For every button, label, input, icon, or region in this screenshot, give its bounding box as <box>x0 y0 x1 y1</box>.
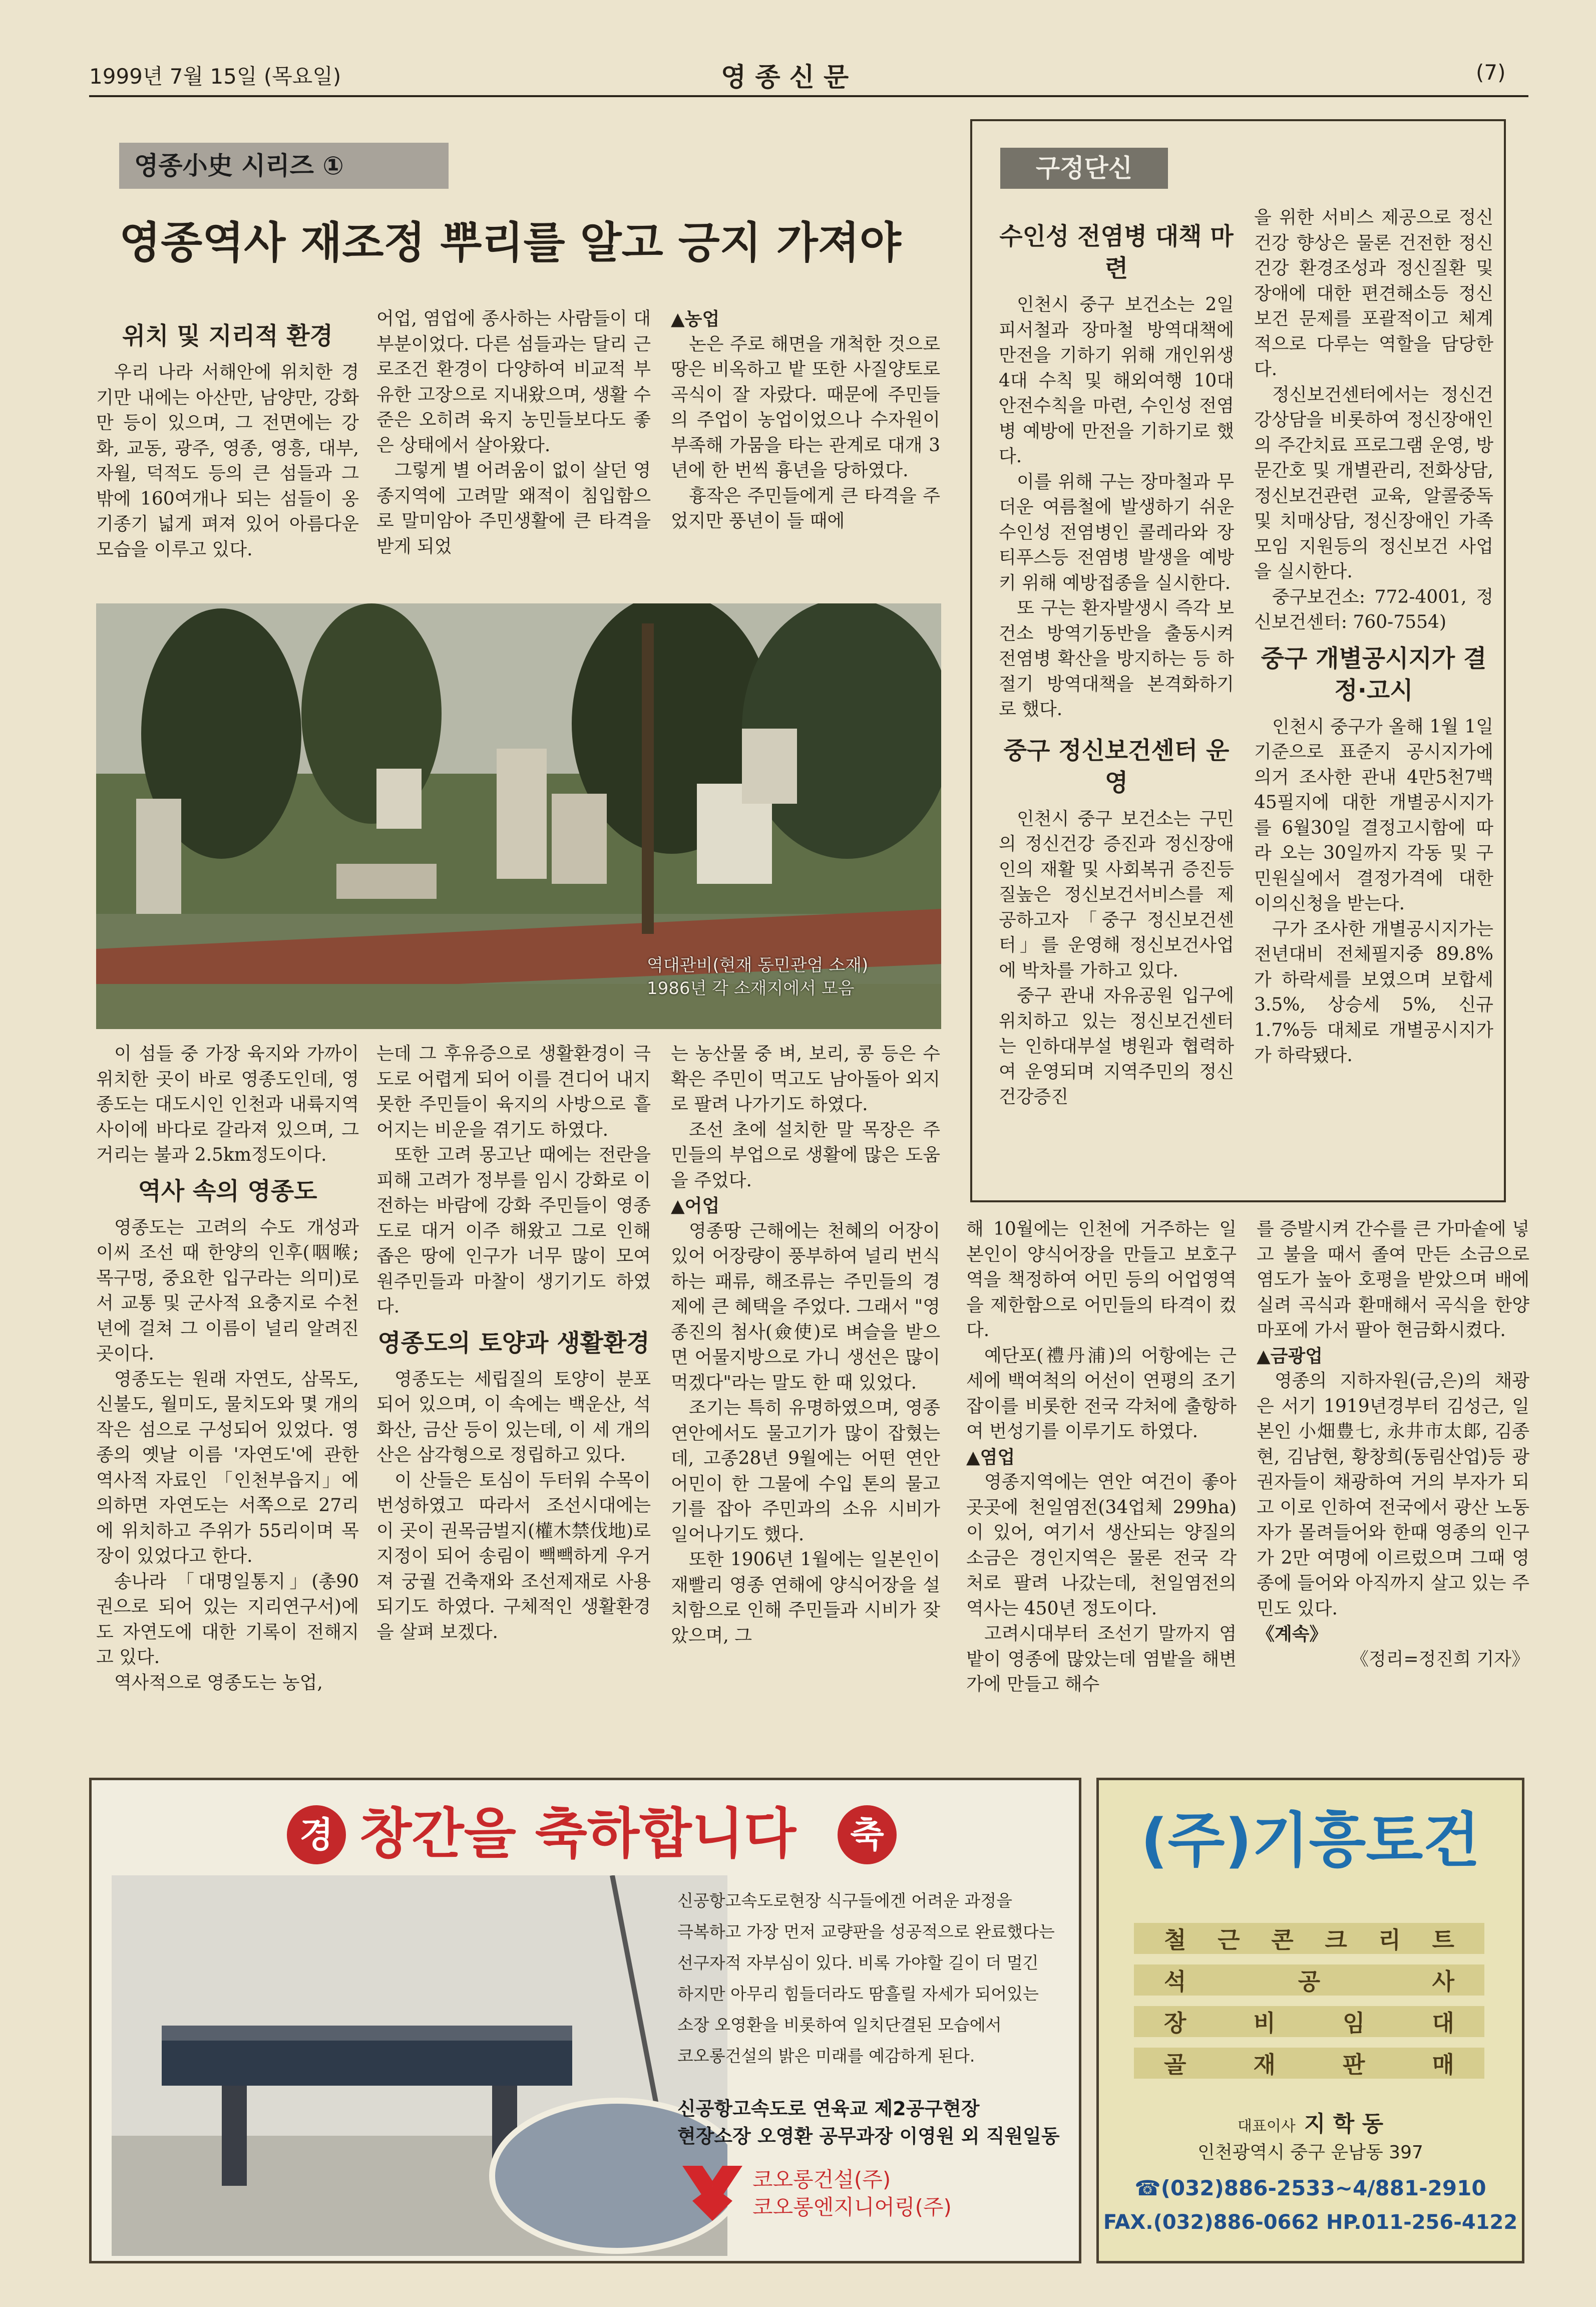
company-phone: ☎(032)886-2533~4/881-2910 <box>1134 2176 1486 2200</box>
badge-left: 경 <box>287 1805 346 1864</box>
service-char: 매 <box>1432 2051 1454 2078</box>
paragraph: 인천시 중구가 올해 1월 1일 기준으로 표준지 공시지가에 의거 조사한 관내 4만5천7백45필지에 대한 개별공시지가를 6월30일 결정고시함에 따라 오는 30일까지 각동 및 구민원실에서 결정가격에 대한 이의신청을 받는다. <box>1254 716 1493 914</box>
service-char: 크 <box>1325 1926 1347 1953</box>
badge-right: 축 <box>838 1805 897 1864</box>
paragraph: 해 10월에는 인천에 거주하는 일본인이 양식어장을 만들고 보호구역을 책정하여 어민 등의 어업영역을 제한함으로 어민들의 타격이 컸다. <box>966 1219 1237 1341</box>
paragraph: 조선 초에 설치한 말 목장은 주민들의 부업으로 생활에 많은 도움을 주었다. <box>671 1119 940 1191</box>
byline: 《정리=정진희 기자》 <box>1350 1649 1529 1670</box>
ad-line: 소장 오영환을 비롯하여 일치단결된 모습에서 <box>677 2015 1002 2035</box>
paragraph: 구가 조사한 개별공시지가는 전년대비 전체필지중 89.8%가 하락세를 보였으며 보합세 3.5%, 상승세 5%, 신규 1.7%등 대체로 개별공시지가가 하락됐다. <box>1254 918 1493 1066</box>
section-title-history: 역사 속의 영종도 <box>138 1177 317 1205</box>
news-title-mental-health: 중구 정신보건센터 운영 <box>1003 736 1230 797</box>
company-fax: FAX.(032)886-0662 HP.011-256-4122 <box>1103 2211 1518 2234</box>
photo-caption-line: 역대관비(현재 동민관엄 소재) <box>647 955 869 975</box>
news-title-epidemic: 수인성 전염병 대책 마련 <box>999 222 1234 282</box>
service-char: 트 <box>1432 1926 1454 1953</box>
kolon-logo-icon <box>682 2166 742 2221</box>
history-col5 <box>1257 1217 1529 1672</box>
header-rule <box>89 95 1528 97</box>
paragraph: 고려시대부터 조선기 말까지 염밭이 영종에 많았는데 염밭을 해변가에 만들고 해수 <box>966 1623 1237 1695</box>
ceo-line <box>1099 2106 1522 2138</box>
series-label: 영종小史 시리즈 ① <box>119 143 449 189</box>
service-char: 철 <box>1164 1926 1186 1953</box>
service-char: 비 <box>1253 2010 1276 2037</box>
paragraph: 를 증발시켜 간수를 큰 가마솥에 넣고 불을 때서 졸여 만든 소금으로 염도가 높아 호평을 받았으며 배에 실려 곡식과 환매해서 곡식을 한양 마포에 가서 팔아 현금화시켰다. <box>1257 1219 1529 1341</box>
subhead-salt: ▲염업 <box>966 1446 1015 1468</box>
gujeong-banner: 구정단신 <box>1000 148 1168 189</box>
section-title-location: 위치 및 지리적 환경 <box>122 322 333 350</box>
service-char: 사 <box>1432 1968 1454 1995</box>
paragraph: 는 농산물 중 벼, 보리, 콩 등은 수확은 주민이 먹고도 남아돌아 외지로 팔려 나가기도 하였다. <box>671 1044 940 1115</box>
paragraph: 그렇게 별 어려움이 없이 살던 영종지역에 고려말 왜적이 침입함으로 말미암아 주민생활에 큰 타격을 받게 되었 <box>376 460 651 557</box>
giheung-title: (주)기흥토건 <box>1140 1806 1480 1875</box>
news-title-land-price: 중구 개별공시지가 결정·고시 <box>1261 644 1487 705</box>
ceo-name: 지 학 동 <box>1304 2111 1384 2137</box>
service-char: 리 <box>1378 1926 1401 1953</box>
bridge-construction-illustration <box>112 1875 727 2256</box>
service-row-concrete <box>1134 1923 1484 1954</box>
paragraph: 는데 그 후유증으로 생활환경이 극도로 어렵게 되어 이를 견디어 내지 못한 주민들이 육지의 사방으로 흩어지는 비운을 겪기도 하였다. <box>376 1044 651 1140</box>
paragraph: 을 위한 서비스 제공으로 정신건강 향상은 물론 건전한 정신건강 환경조성과 정신질환 및 장애에 대한 편견해소등 정신보건 문제를 포괄적이고 체계적으로 다루는 역할을 담당한다. <box>1254 207 1493 380</box>
paragraph: 우리 나라 서해안에 위치한 경기만 내에는 아산만, 남양만, 강화만 등이 있으며, 그 전면에는 강화, 교동, 광주, 영종, 영흥, 대부, 자월, 덕적도 등의 큰 섬들과 그 밖에 160여개나 되는 섬들이 옹기종기 넓게 펴져 있어 아름다운 모습을 이루고 있다. <box>96 362 359 560</box>
paragraph: 어업, 염업에 종사하는 사람들이 대부분이었다. 다른 섬들과는 달리 근로조건 환경이 다양하여 비교적 부유한 고장으로 지내왔으며, 생활 수준은 오히려 육지 농민들보다도 좋은 상태에서 살아왔다. <box>376 308 651 456</box>
service-char: 골 <box>1164 2051 1186 2078</box>
staff-line: 현장소장 오영환 공무과장 이영원 외 직원일동 <box>677 2125 1060 2147</box>
site-name: 신공항고속도로 연육교 제2공구현장 <box>677 2098 980 2120</box>
photo-caption-line: 1986년 각 소재지에서 모음 <box>647 978 855 999</box>
service-char: 임 <box>1343 2010 1365 2037</box>
congrats-ad <box>89 1778 1081 2263</box>
paragraph: 중구 관내 자유공원 입구에 위치하고 있는 정신보건센터는 인하대부설 병원과 협력하여 운영되며 지역주민의 정신건강증진 <box>999 985 1234 1107</box>
service-char: 콘 <box>1271 1926 1294 1953</box>
gujeong-col2 <box>1254 205 1493 1069</box>
service-row-aggregate <box>1134 2048 1484 2079</box>
paragraph: 송나라 「대명일통지」(총90권으로 되어 있는 지리연구서)에도 자연도에 대한 기록이 전해지고 있다. <box>96 1571 359 1668</box>
subhead-mining: ▲금광업 <box>1257 1345 1323 1367</box>
section-title-soil: 영종도의 토양과 생활환경 <box>377 1329 650 1357</box>
history-col2-bottom <box>376 1042 651 1645</box>
giheung-ad <box>1096 1778 1524 2263</box>
service-char: 근 <box>1218 1926 1240 1953</box>
paragraph: 이 산들은 토심이 두터워 수목이 번성하였고 따라서 조선시대에는 이 곳이 권목금벌지(權木禁伐地)로 지정이 되어 송림이 빽빽하게 우거져 궁궐 건축재와 조선제재로 사용되기도 하였다. 구체적인 생활환경을 살펴 보겠다. <box>376 1470 651 1642</box>
history-col1-bottom <box>96 1042 359 1696</box>
photo-monuments <box>96 603 941 1029</box>
paragraph: 논은 주로 해면을 개척한 것으로 땅은 비옥하고 밭 또한 사질양토로 곡식이 잘 자랐다. 때문에 주민들의 주업이 농업이었으나 수자원이 부족해 가뭄을 타는 관계로 대개 3년에 한 번씩 흉년을 당하였다. <box>671 334 940 481</box>
ad-line: 선구자적 자부심이 있다. 비록 가야할 길이 더 멀긴 <box>677 1953 1039 1972</box>
ad-line: 극복하고 가장 먼저 교량판을 성공적으로 완료했다는 <box>677 1922 1055 1941</box>
ceo-label: 대표이사 <box>1237 2118 1296 2135</box>
paragraph: 또 구는 환자발생시 즉각 보건소 방역기동반을 출동시켜 전염병 확산을 방지하는 등 하절기 방역대책을 본격화하기로 했다. <box>999 598 1234 720</box>
paragraph: 인천시 중구 보건소는 2일 피서철과 장마철 방역대책에 만전을 기하기 위해 개인위생 4대 수칙 및 해외여행 10대 안전수칙을 마련, 수인성 전염병 예방에 만전을 기하기로 했다. <box>999 294 1234 467</box>
issue-date: 1999년 7월 15일 (목요일) <box>89 64 341 89</box>
photo-caption <box>647 954 868 1000</box>
ad-line: 하지만 아무리 힘들더라도 땀흘릴 자세가 되어있는 <box>677 1984 1039 2004</box>
service-char: 석 <box>1164 1968 1186 1995</box>
history-col2-top <box>376 306 651 559</box>
service-char: 공 <box>1298 1968 1321 1995</box>
paragraph: 영종의 지하자원(금,은)의 채광은 서기 1919년경부터 김성근, 일본인 小畑豊七, 永井市太郞, 김종현, 김남현, 황창희(동림산업)등 광권자들이 채광하여 거의 부자가 되고 이로 인하여 전국에서 광산 노동자가 몰려들어와 한때 영종의 인구가 2만 여명에 이르렀으며 그때 영종에 들어와 아직까지 살고 있는 주민도 있다. <box>1257 1371 1529 1619</box>
history-col4 <box>966 1217 1237 1698</box>
service-char: 판 <box>1343 2051 1365 2078</box>
company-name-1: 코오롱건설(주) <box>752 2167 891 2192</box>
paragraph: 조기는 특히 유명하였으며, 영종 연안에서도 물고기가 많이 잡혔는데, 고종28년 9월에는 어떤 연안 어민이 한 그물에 수입 톤의 물고기를 잡아 주민과의 소유 시비가 일어나기도 했다. <box>671 1398 940 1545</box>
paragraph: 영종지역에는 연안 여건이 좋아 곳곳에 천일염전(34업체 299ha)이 있어, 여기서 생산되는 양질의 소금은 경인지역은 물론 전국 각 처로 팔려 나갔는데, 천일염전의 역사는 450년 정도이다. <box>966 1472 1237 1619</box>
paragraph: 정신보건센터에서는 정신건강상담을 비롯하여 정신장애인의 주간치료 프로그램 운영, 방문간호 및 개별관리, 전화상담, 정신보건관련 교육, 알콜중독 및 치매상담, 정신장애인 가족모임 지원등의 정신보건 사업을 실시한다. <box>1254 384 1493 582</box>
subhead-fishery: ▲어업 <box>671 1195 720 1216</box>
paragraph: 영종도는 원래 자연도, 삼목도, 신불도, 월미도, 물치도와 몇 개의 작은 섬으로 구성되어 있었다. 영종의 옛날 이름 '자연도'에 관한 역사적 자료인 「인천부읍지」에 의하면 자연도는 서쪽으로 27리에 위치하고 주위가 55리이며 목장이 있었다고 한다. <box>96 1369 359 1566</box>
company-address: 인천광역시 중구 운남동 397 <box>1198 2142 1423 2163</box>
paragraph: 예단포(禮丹浦)의 어항에는 근세에 백여척의 어선이 연평의 조기잡이를 비롯한 전국 각처에 출항하여 번성기를 이루기도 하였다. <box>966 1345 1237 1442</box>
continued-mark: 《계속》 <box>1257 1623 1328 1644</box>
paragraph: 영종땅 근해에는 천혜의 어장이 있어 어장량이 풍부하여 널리 번식하는 패류, 해조류는 주민들의 경제에 큰 혜택을 주었다. 그래서 "영종진의 첨사(僉使)로 벼슬을 받으면 어물지방으로 가니 생선은 많이 먹겠다"라는 말도 한 때 있었다. <box>671 1220 940 1393</box>
service-char: 대 <box>1432 2010 1454 2037</box>
history-col1-top <box>96 313 359 562</box>
history-col3-bottom <box>671 1042 940 1649</box>
paragraph: 이를 위해 구는 장마철과 무더운 여름철에 발생하기 쉬운 수인성 전염병인 콜레라와 장티푸스등 전염병 발생을 예방키 위해 예방접종을 실시한다. <box>999 471 1234 593</box>
paragraph: 또한 1906년 1월에는 일본인이 재빨리 영종 연해에 양식어장을 설치함으로 인해 주민들과 시비가 잦았으며, 그 <box>671 1549 940 1646</box>
page-number: (7) <box>1476 60 1506 85</box>
congrats-title: 창간을 축하합니다 <box>359 1803 796 1865</box>
paragraph: 영종도는 고려의 수도 개성과 이씨 조선 때 한양의 인후(咽喉; 목구멍, 중요한 입구라는 의미)로서 교통 및 군사적 요충지로 수천 년에 걸쳐 그 이름이 널리 알려진 곳이다. <box>96 1217 359 1364</box>
service-char: 장 <box>1164 2010 1186 2037</box>
company-name-2: 코오롱엔지니어링(주) <box>752 2195 952 2219</box>
article-headline: 영종역사 재조정 뿌리를 알고 긍지 가져야 <box>119 218 901 268</box>
ad-line: 신공항고속도로현장 식구들에겐 어려운 과정을 <box>677 1891 1013 1910</box>
subhead-agriculture: ▲농업 <box>671 308 720 329</box>
service-char: 재 <box>1253 2051 1276 2078</box>
paragraph: 또한 고려 몽고난 때에는 전란을 피해 고려가 정부를 임시 강화로 이전하는 바람에 강화 주민들이 영종도로 대거 이주 해왔고 그로 인해 좁은 땅에 인구가 너무 많이 모여 원주민들과 마찰이 생기기도 하였다. <box>376 1145 651 1317</box>
history-col3-top <box>671 306 940 534</box>
newspaper-title: 영 종 신 문 <box>721 62 849 93</box>
paragraph: 흉작은 주민들에게 큰 타격을 주었지만 풍년이 들 때에 <box>671 485 940 531</box>
paragraph: 중구보건소: 772-4001, 정신보건센터: 760-7554) <box>1254 586 1493 632</box>
gujeong-col1 <box>999 220 1234 1110</box>
ad-line: 코오롱건설의 밝은 미래를 예감하게 된다. <box>677 2046 975 2066</box>
service-row-equipment <box>1134 2006 1484 2037</box>
paragraph: 영종도는 세립질의 토양이 분포되어 있으며, 이 속에는 백운산, 석화산, 금산 등이 있는데, 이 세 개의 산은 삼각형으로 정립하고 있다. <box>376 1369 651 1465</box>
paragraph: 역사적으로 영종도는 농업, <box>114 1672 323 1693</box>
service-row-stone <box>1134 1964 1484 1996</box>
paragraph: 이 섬들 중 가장 육지와 가까이 위치한 곳이 바로 영종도인데, 영종도는 대도시인 인천과 내륙지역 사이에 바다로 갈라져 있으며, 그 거리는 불과 2.5km정도이다. <box>96 1044 359 1165</box>
paragraph: 인천시 중구 보건소는 구민의 정신건강 증진과 정신장애인의 재활 및 사회복귀 증진등 질높은 정신보건서비스를 제공하고자 「중구 정신보건센터」를 운영해 정신보건사업에 박차를 가하고 있다. <box>999 808 1234 981</box>
ad-message <box>677 1885 1078 2072</box>
